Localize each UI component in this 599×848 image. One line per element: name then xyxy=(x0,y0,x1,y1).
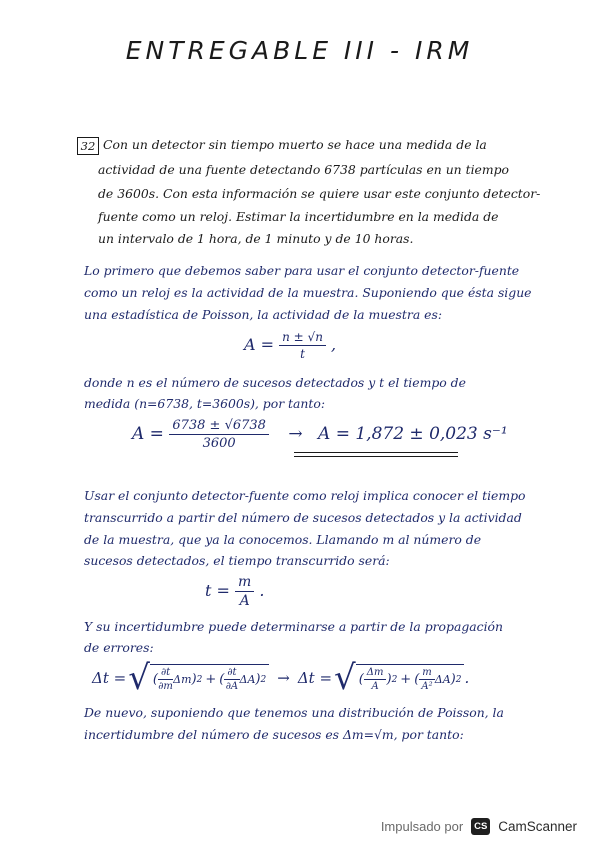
equation-lhs: t = xyxy=(205,581,230,600)
camscanner-watermark xyxy=(381,818,577,835)
result-underline xyxy=(294,452,458,453)
partial-denominator: ∂A xyxy=(225,681,239,692)
exponent: 2 xyxy=(260,674,267,685)
camscanner-logo-icon: CS xyxy=(471,818,490,835)
equation-numerator: 6738 ± √6738 xyxy=(169,418,269,435)
paragraph-line: donde n es el número de sucesos detectados y t el tiempo de xyxy=(84,375,466,390)
equation-denominator: A xyxy=(239,593,250,609)
paragraph-line: transcurrido a partir del número de sucesos detectados y la actividad xyxy=(84,510,522,525)
equation-time: t = $\frac{m}{A}$ . xyxy=(205,574,265,609)
paragraph-line: Usar el conjunto detector-fuente como reloj implica conocer el tiempo xyxy=(84,488,526,503)
delta-factor: Δm xyxy=(173,673,192,686)
sqrt-sign: √ xyxy=(128,658,150,698)
partial-denominator: ∂m xyxy=(158,681,173,692)
paragraph-line: de errores: xyxy=(84,640,154,655)
equation-rhs-lhs: Δt = xyxy=(297,669,333,687)
exponent: 2 xyxy=(391,674,398,685)
paragraph-line: de la muestra, que ya la conocemos. Llamando m al número de xyxy=(84,532,482,547)
arrow: → xyxy=(288,424,303,444)
paragraph-line: sucesos detectados, el tiempo transcurrido será: xyxy=(84,553,390,568)
equation-lhs: Δt = xyxy=(92,669,127,687)
equation-lhs: A = xyxy=(132,424,164,444)
problem-line: Con un detector sin tiempo muerto se hace una medida de la xyxy=(103,137,487,152)
paragraph-line: como un reloj es la actividad de la muestra. Suponiendo que ésta sigue xyxy=(84,285,532,300)
equation-denominator: 3600 xyxy=(202,436,236,451)
equation-result: A = 1,872 ± 0,023 s⁻¹ xyxy=(318,424,508,444)
plus-sign: + xyxy=(400,672,412,687)
problem-line: fuente como un reloj. Estimar la incertidumbre en la medida de xyxy=(98,209,499,224)
sqrt-sign: √ xyxy=(334,658,356,698)
equation-error-propagation: Δt = √ ( $\frac{\partial t}{\partial m}$ Δm ) 2 + ( $\frac{\partial t}{\partial A}$ ΔA ) 2 → Δt = √ ( $\frac{\Delta m}{A}$ ) 2 + ( $\frac{m}{\text{A²}}$ ΔA ) 2 . xyxy=(92,658,470,698)
equation-lhs: A = xyxy=(244,335,275,354)
equation-activity: A = $\frac{n \pm √n}{t}$ , xyxy=(244,330,337,361)
watermark-prefix: Impulsado por xyxy=(380,819,464,834)
fraction-numerator: Δm xyxy=(364,667,387,680)
paragraph-line: Lo primero que debemos saber para usar el conjunto detector-fuente xyxy=(84,263,520,278)
fraction-denominator: A xyxy=(371,681,379,692)
page-title: ENTREGABLE III - IRM xyxy=(125,36,474,65)
paragraph-line: incertidumbre del número de sucesos es Δm=√m, por tanto: xyxy=(84,727,464,742)
delta-factor: ΔA xyxy=(434,673,451,686)
arrow: → xyxy=(277,669,290,687)
problem-line: de 3600s. Con esta información se quiere usar este conjunto detector- xyxy=(98,186,541,201)
equation-numerator: m xyxy=(235,574,254,592)
problem-line: un intervalo de 1 hora, de 1 minuto y de 10 horas. xyxy=(98,231,414,246)
exponent: 2 xyxy=(455,674,462,685)
problem-number: 32 xyxy=(77,137,99,155)
delta-factor: ΔA xyxy=(239,673,256,686)
fraction-denominator: A² xyxy=(421,681,433,692)
equation-numerator: n ± √n xyxy=(279,330,326,346)
result-underline xyxy=(294,456,458,457)
fraction-numerator: m xyxy=(419,667,434,680)
equation-activity-values xyxy=(132,418,508,451)
paragraph-line: De nuevo, suponiendo que tenemos una distribución de Poisson, la xyxy=(84,705,504,720)
equation-denominator: t xyxy=(300,347,305,361)
partial-numerator: ∂t xyxy=(224,667,239,680)
paragraph-line: medida (n=6738, t=3600s), por tanto: xyxy=(84,396,326,411)
exponent: 2 xyxy=(196,674,203,685)
problem-line: actividad de una fuente detectando 6738 partículas en un tiempo xyxy=(98,162,510,177)
paragraph-line: Y su incertidumbre puede determinarse a partir de la propagación xyxy=(84,619,504,634)
paragraph-line: una estadística de Poisson, la actividad de la muestra es: xyxy=(84,307,443,322)
partial-numerator: ∂t xyxy=(158,667,173,680)
plus-sign: + xyxy=(205,672,217,687)
watermark-brand: CamScanner xyxy=(498,819,577,834)
